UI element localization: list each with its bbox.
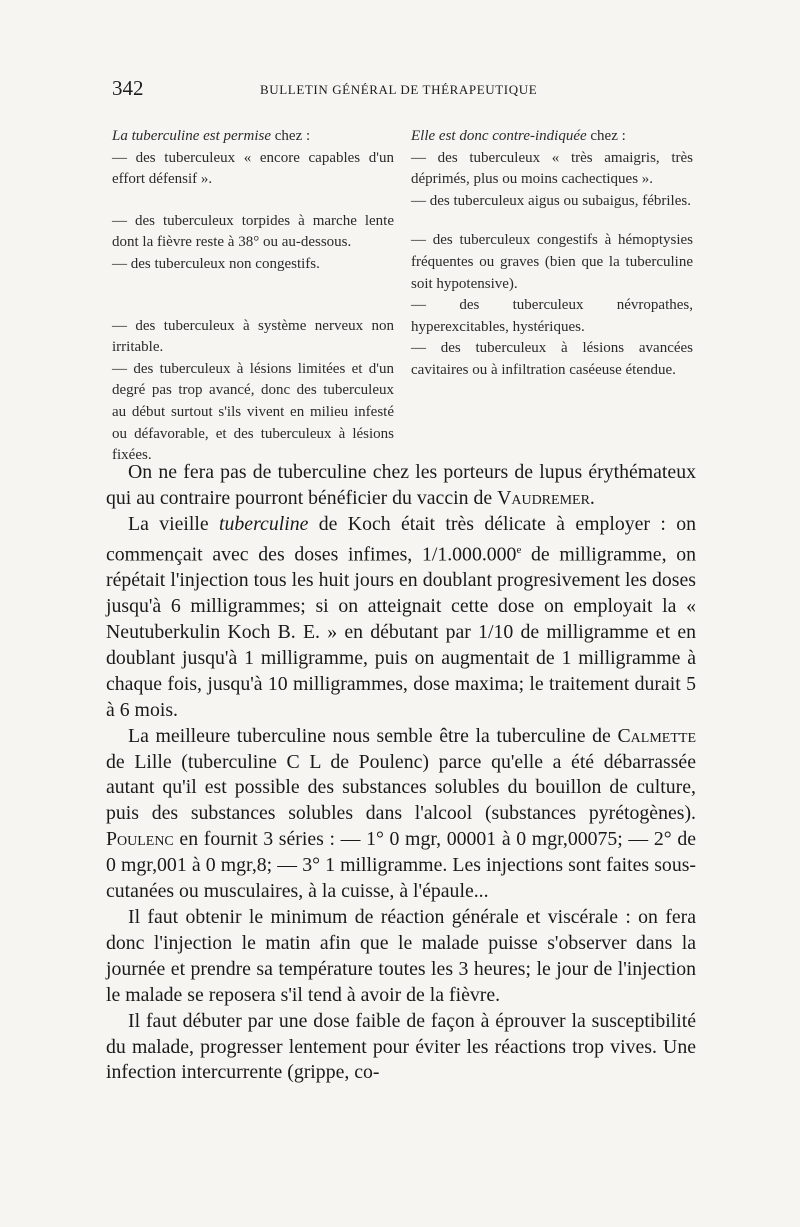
list-item: — des tuberculeux « encore capables d'un effort défensif ». <box>112 149 394 188</box>
list-item: — des tuberculeux névropathes, hyperexcitables, hystériques. <box>411 297 693 335</box>
list-item: — des tuberculeux torpides à marche lente dont la fièvre reste à 38° ou au-dessous. <box>112 212 394 251</box>
list-item: — des tuberculeux à lésions avancées cavitaires ou à infiltration caséeuse étendue. <box>411 340 693 378</box>
list-item: — des tuberculeux à lésions limitées et d'un degré pas trop avancé, donc des tuberculeux au début surtout s'ils vivent en milieu infesté ou défavorable, et des tuberculeux à lésions fixées. <box>112 360 394 464</box>
contraindications-heading: Elle est donc contre-indiquée chez : <box>411 128 626 144</box>
paragraph: La vieille tuberculine de Koch était très délicate à employer : on commençait avec des doses infimes, 1/1.000.000e de milligramme, on répétait l'injection tous les huit jours en doublant progresivement les doses jusqu'à 6 milligrammes; si on atteignait cette dose on employait la « Neutuberkulin Koch B. E. » en débutant par 1/10 de milligramme et en doublant jusqu'à 1 milligramme, puis on augmentait de 1 milligramme à chaque fois, jusqu'à 10 milligrammes, dose maxima; le traitement durait 5 à 6 mois. <box>106 512 697 721</box>
list-item: — des tuberculeux congestifs à hémoptysies fréquentes ou graves (bien que la tuberculine soit hypotensive). <box>411 232 693 292</box>
paragraph: On ne fera pas de tuberculine chez les porteurs de lupus érythémateux qui au contraire pourront bénéficier du vaccin de Vaudremer. <box>106 461 696 509</box>
list-item: — des tuberculeux non congestifs. <box>112 255 320 272</box>
paragraph: Il faut débuter par une dose faible de façon à éprouver la susceptibilité du malade, progresser lentement pour éviter les réactions trop vives. Une infection intercurrente (grippe, co- <box>106 1009 696 1084</box>
author-name: Calmette <box>617 724 696 747</box>
running-title: BULLETIN GÉNÉRAL DE THÉRAPEUTIQUE <box>260 82 538 97</box>
page-number: 342 <box>112 76 144 100</box>
list-item: — des tuberculeux à système nerveux non irritable. <box>112 317 394 356</box>
list-item: — des tuberculeux aigus ou subaigus, fébriles. <box>411 192 691 209</box>
page-header <box>112 76 690 102</box>
paragraph: La meilleure tuberculine nous semble être la tuberculine de Calmette de Lille (tuberculine C L de Poulenc) parce qu'elle a été débarrassée autant qu'il est possible des substances solubles du bouillon de culture, puis des substances solubles dans l'alcool (substances pyrétogènes). Poulenc en fournit 3 séries : — 1° 0 mgr, 00001 à 0 mgr,00075; — 2° de 0 mgr,001 à 0 mgr,8; — 3° 1 milligramme. Les injections sont faites sous-cutanées ou musculaires, à la cuisse, à l'épaule... <box>106 724 696 903</box>
main-text <box>106 460 696 1086</box>
paragraph: Il faut obtenir le minimum de réaction générale et viscérale : on fera donc l'injection le matin afin que le malade puisse s'observer dans la journée et prendre sa température toutes les 3 heures; le jour de l'injection le malade se reposera s'il tend à avoir de la fièvre. <box>106 906 696 1006</box>
indications-heading: La tuberculine est permise chez : <box>112 128 311 144</box>
author-name: Vaudremer <box>497 486 590 509</box>
list-item: — des tuberculeux « très amaigris, très déprimés, plus ou moins cachectiques ». <box>411 149 693 188</box>
contraindications-column <box>411 126 693 382</box>
author-name: Poulenc <box>106 828 174 851</box>
indications-column <box>112 126 394 467</box>
